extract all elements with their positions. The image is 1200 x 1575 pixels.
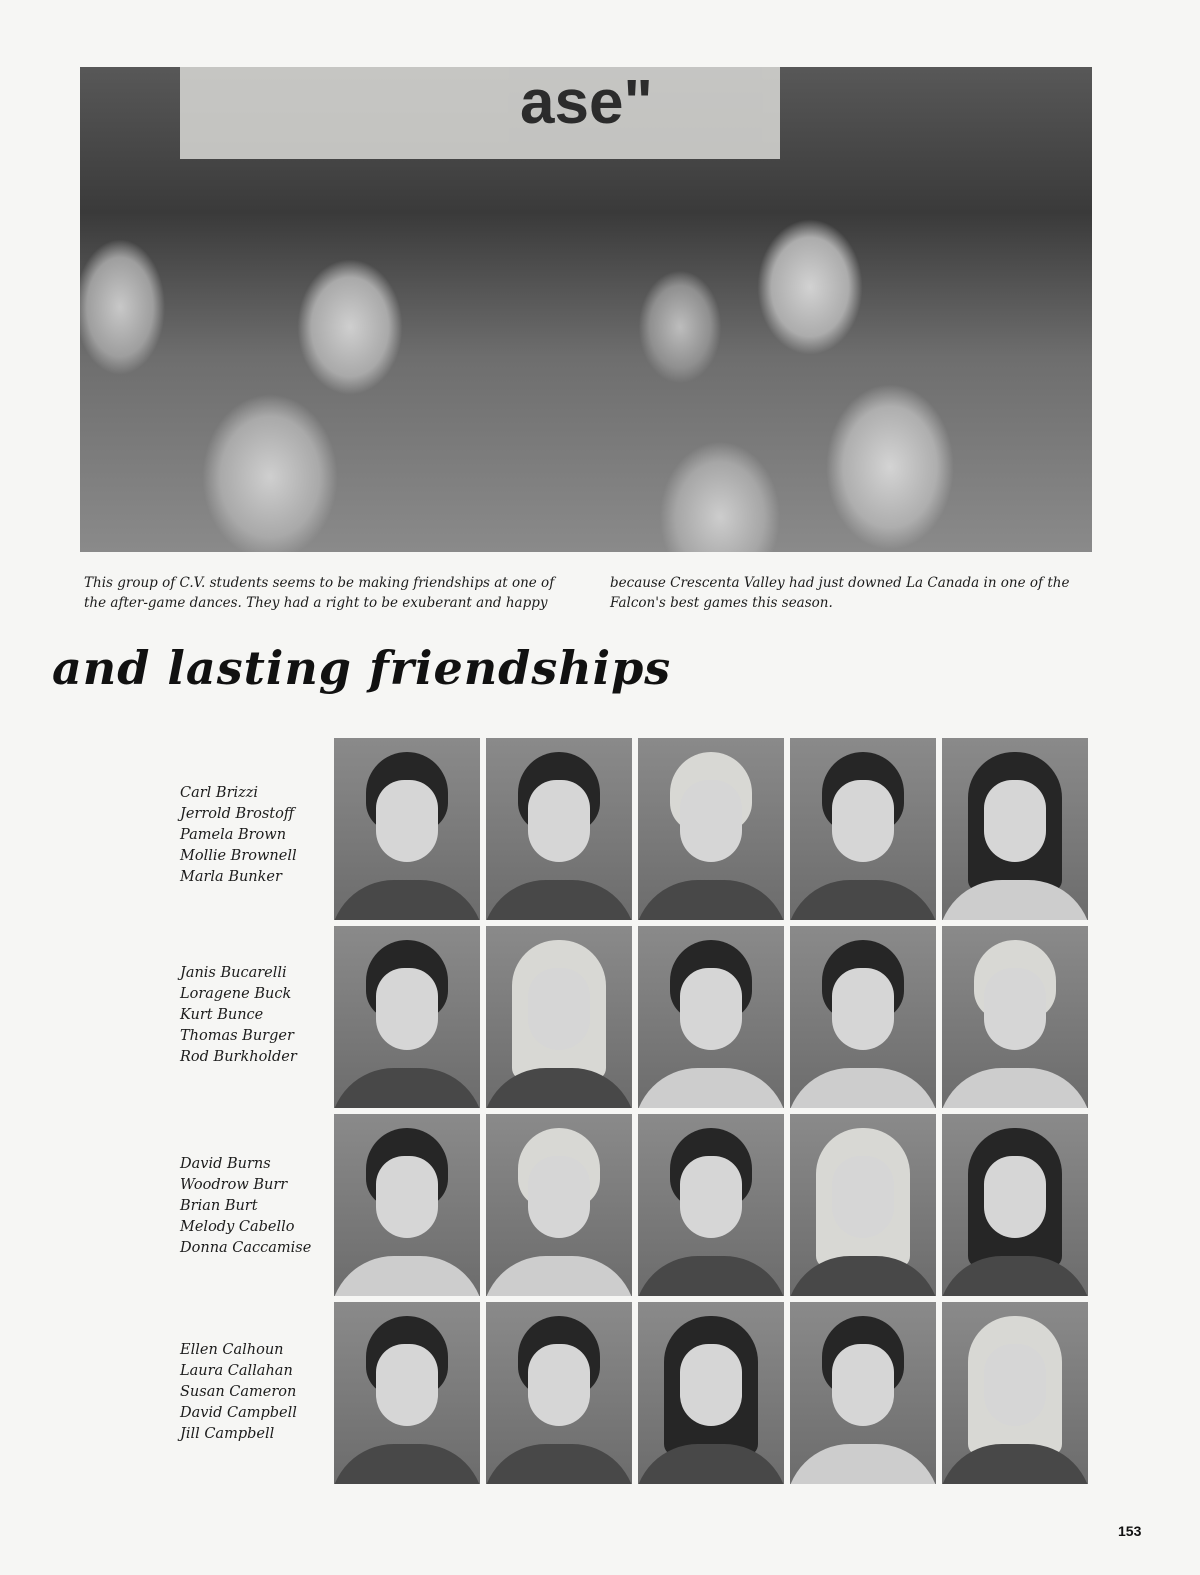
student-portrait xyxy=(790,1114,936,1296)
portrait-shoulders xyxy=(790,1068,936,1108)
portrait-face xyxy=(984,780,1046,862)
portrait-shoulders xyxy=(790,880,936,920)
student-portrait xyxy=(334,926,480,1108)
portrait-face xyxy=(680,1156,742,1238)
student-name: Donna Caccamise xyxy=(180,1240,312,1256)
portrait-face xyxy=(528,968,590,1050)
portrait-shoulders xyxy=(638,1068,784,1108)
student-portrait xyxy=(334,738,480,920)
student-portrait xyxy=(638,1302,784,1484)
portrait-face xyxy=(528,780,590,862)
page-heading: and lasting friendships xyxy=(52,641,672,695)
portrait-face xyxy=(832,780,894,862)
student-portrait xyxy=(486,1302,632,1484)
portrait-face xyxy=(528,1344,590,1426)
portrait-face xyxy=(376,1156,438,1238)
student-portrait xyxy=(942,926,1088,1108)
portrait-shoulders xyxy=(638,1444,784,1484)
student-name: Loragene Buck xyxy=(180,986,292,1002)
portrait-shoulders xyxy=(638,880,784,920)
name-list-row-4 xyxy=(180,1340,297,1445)
portrait-face xyxy=(832,1156,894,1238)
student-name: Thomas Burger xyxy=(180,1028,294,1044)
student-portrait xyxy=(638,1114,784,1296)
portrait-shoulders xyxy=(334,1256,480,1296)
portrait-shoulders xyxy=(486,880,632,920)
portrait-shoulders xyxy=(486,1068,632,1108)
portrait-face xyxy=(376,968,438,1050)
student-name: Jill Campbell xyxy=(180,1426,275,1442)
student-portrait xyxy=(486,1114,632,1296)
student-portrait xyxy=(790,1302,936,1484)
student-portrait xyxy=(638,738,784,920)
name-list-row-1 xyxy=(180,783,297,888)
portrait-grid xyxy=(334,738,1090,1484)
portrait-face xyxy=(680,1344,742,1426)
student-name: Pamela Brown xyxy=(180,827,287,843)
photo-caption-left: This group of C.V. students seems to be making friendships at one of the after-game dances. They had a right to be exuberant and happy xyxy=(84,575,555,611)
hero-photo xyxy=(80,67,1092,552)
student-portrait xyxy=(334,1114,480,1296)
student-name: Janis Bucarelli xyxy=(180,965,287,981)
student-name: Mollie Brownell xyxy=(180,848,297,864)
name-list-row-2 xyxy=(180,963,297,1068)
portrait-shoulders xyxy=(638,1256,784,1296)
portrait-shoulders xyxy=(942,1444,1088,1484)
portrait-shoulders xyxy=(334,1068,480,1108)
student-name: Carl Brizzi xyxy=(180,785,259,801)
student-name: Susan Cameron xyxy=(180,1384,297,1400)
portrait-shoulders xyxy=(486,1444,632,1484)
portrait-shoulders xyxy=(334,880,480,920)
portrait-face xyxy=(832,1344,894,1426)
portrait-face xyxy=(680,968,742,1050)
student-name: David Burns xyxy=(180,1156,271,1172)
student-name: Jerrold Brostoff xyxy=(180,806,295,822)
portrait-shoulders xyxy=(790,1256,936,1296)
student-name: Laura Callahan xyxy=(180,1363,293,1379)
student-name: Melody Cabello xyxy=(180,1219,295,1235)
portrait-shoulders xyxy=(942,1256,1088,1296)
student-portrait xyxy=(486,926,632,1108)
photo-caption-right: because Crescenta Valley had just downed La Canada in one of the Falcon's best games this season. xyxy=(610,575,1070,611)
student-name: Brian Burt xyxy=(180,1198,258,1214)
student-name: Kurt Bunce xyxy=(180,1007,264,1023)
student-portrait xyxy=(942,738,1088,920)
portrait-shoulders xyxy=(334,1444,480,1484)
student-portrait xyxy=(486,738,632,920)
portrait-face xyxy=(680,780,742,862)
student-portrait xyxy=(334,1302,480,1484)
student-name: Woodrow Burr xyxy=(180,1177,288,1193)
page-number: 153 xyxy=(1118,1523,1142,1539)
portrait-shoulders xyxy=(942,880,1088,920)
student-name: Ellen Calhoun xyxy=(180,1342,284,1358)
hero-sign xyxy=(180,67,780,159)
portrait-face xyxy=(376,780,438,862)
student-name: Rod Burkholder xyxy=(180,1049,297,1065)
student-portrait xyxy=(638,926,784,1108)
student-name: David Campbell xyxy=(180,1405,297,1421)
portrait-face xyxy=(376,1344,438,1426)
student-portrait xyxy=(790,738,936,920)
portrait-shoulders xyxy=(790,1444,936,1484)
portrait-face xyxy=(984,1156,1046,1238)
student-portrait xyxy=(942,1302,1088,1484)
portrait-face xyxy=(832,968,894,1050)
portrait-face xyxy=(984,1344,1046,1426)
student-name: Marla Bunker xyxy=(180,869,282,885)
name-list-row-3 xyxy=(180,1154,311,1259)
hero-sign-text: ase" xyxy=(520,68,653,137)
student-portrait xyxy=(790,926,936,1108)
portrait-shoulders xyxy=(942,1068,1088,1108)
student-portrait xyxy=(942,1114,1088,1296)
portrait-face xyxy=(984,968,1046,1050)
portrait-face xyxy=(528,1156,590,1238)
portrait-shoulders xyxy=(486,1256,632,1296)
